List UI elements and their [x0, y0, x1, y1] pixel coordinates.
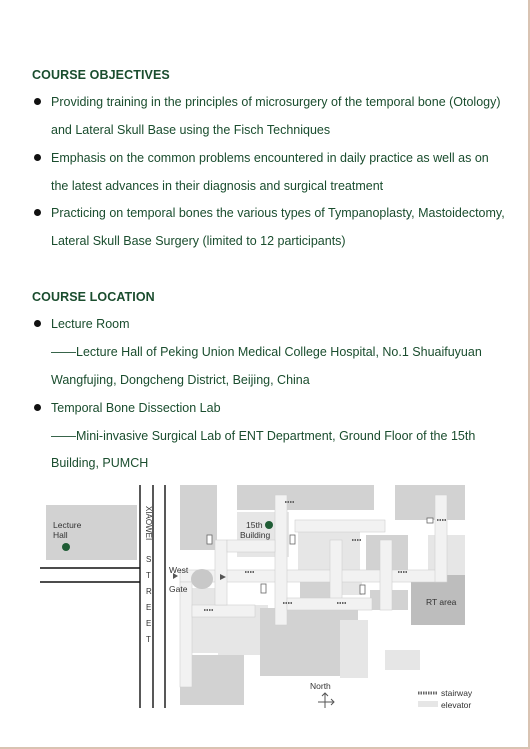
campus-map: [40, 480, 490, 712]
bullet-icon: [34, 209, 41, 216]
dissection-lab-line-2: Building, PUMCH: [51, 456, 149, 470]
lecture-hall-marker-icon: [62, 543, 70, 551]
bullet-icon: [34, 320, 41, 327]
lecture-room-line-2: Wangfujing, Dongcheng District, Beijing, China: [51, 373, 310, 387]
bullet-icon: [34, 404, 41, 411]
map-legend: [418, 688, 473, 710]
lecture-hall-label-line-1: Lecture: [53, 520, 82, 530]
building-15-label-line-2: Building: [240, 530, 271, 540]
street-letter: E: [146, 603, 152, 612]
objective-3-line-2: Lateral Skull Base Surgery (limited to 12 participants): [51, 234, 346, 248]
lecture-room-line-1: ——Lecture Hall of Peking Union Medical College Hospital, No.1 Shuaifuyuan: [51, 345, 482, 359]
course-objectives-heading: COURSE OBJECTIVES: [32, 68, 170, 82]
street-letter: E: [146, 619, 152, 628]
street-letter: R: [146, 587, 152, 596]
west-gate-label-line-1: West: [169, 565, 189, 575]
bullet-icon: [34, 154, 41, 161]
lecture-hall-label-line-2: Hall: [53, 530, 68, 540]
elevator-legend-icon: [418, 701, 438, 707]
rt-area-label: RT area: [426, 597, 457, 607]
compass-arrows-icon: [318, 693, 334, 708]
street-name-top: XIAOWEI: [144, 506, 153, 541]
building-15-label-line-1: 15th: [246, 520, 263, 530]
street-letter: S: [146, 555, 152, 564]
dissection-lab-title: Temporal Bone Dissection Lab: [51, 401, 221, 415]
west-gate-label-line-2: Gate: [169, 584, 188, 594]
legend-stairway-label: stairway: [441, 688, 473, 698]
bullet-icon: [34, 98, 41, 105]
north-label: North: [310, 681, 331, 691]
objective-3-line-1: Practicing on temporal bones the various types of Tympanoplasty, Mastoidectomy,: [51, 206, 505, 220]
building-15-marker-icon: [265, 521, 273, 529]
west-gate-roundabout: [191, 569, 213, 589]
objective-2-line-1: Emphasis on the common problems encountered in daily practice as well as on: [51, 151, 489, 165]
objective-2-line-2: the latest advances in their diagnosis and surgical treatment: [51, 179, 384, 193]
dissection-lab-line-1: ——Mini-invasive Surgical Lab of ENT Department, Ground Floor of the 15th: [51, 429, 476, 443]
street-letter: T: [146, 635, 151, 644]
lecture-room-title: Lecture Room: [51, 317, 130, 331]
legend-elevator-label: elevator: [441, 700, 472, 710]
course-location-heading: COURSE LOCATION: [32, 290, 155, 304]
objective-1-line-1: Providing training in the principles of microsurgery of the temporal bone (Otology): [51, 95, 501, 109]
street-letter: T: [146, 571, 151, 580]
objective-1-line-2: and Lateral Skull Base using the Fisch Techniques: [51, 123, 331, 137]
